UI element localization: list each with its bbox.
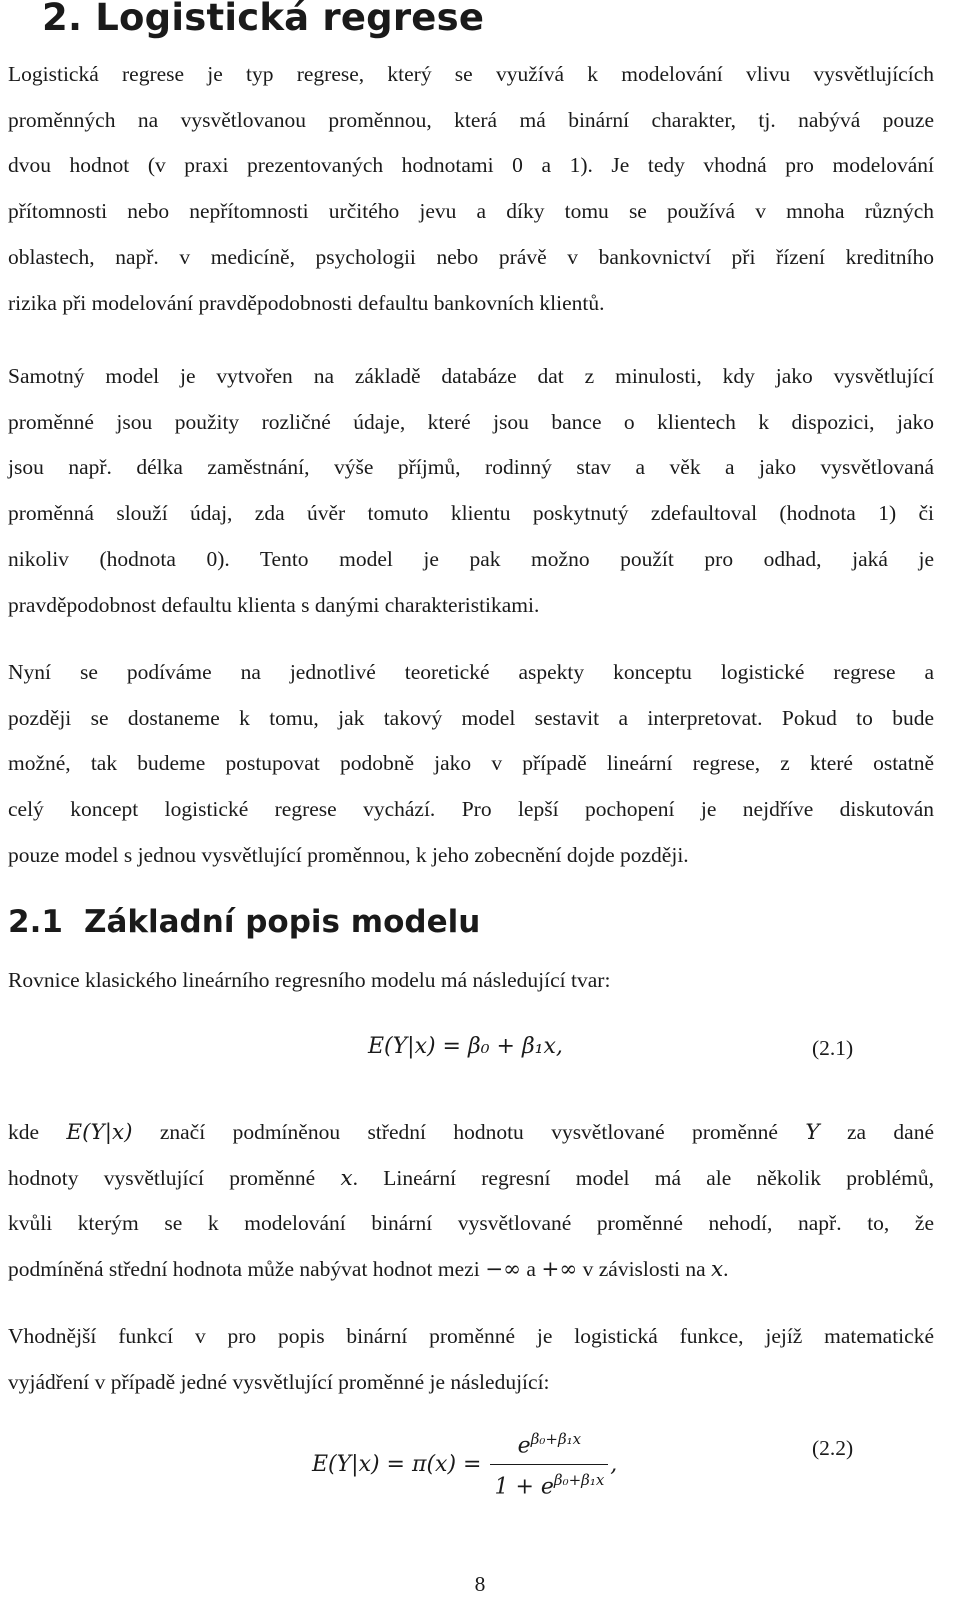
math-expression: x — [340, 1165, 353, 1191]
equation-fraction — [490, 1430, 608, 1500]
text-line: možné, tak budeme postupovat podobně jako v případě lineární regrese, z které ostatně — [8, 751, 934, 776]
equation-lhs: E(Y|x) = π(x) = — [312, 1451, 482, 1477]
chapter-heading: 2. Logistická regrese — [42, 0, 485, 39]
text-line: jsou např. délka zaměstnání, výše příjmů, rodinný stav a věk a jako vysvětlovaná — [8, 455, 934, 480]
text-line: hodnoty vysvětlující proměnné x. Lineární regresní model má ale několik problémů, — [8, 1165, 935, 1191]
text-line: Vhodnější funkcí v pro popis binární proměnné je logistická funkce, jejíž matematické — [8, 1324, 934, 1348]
text-line: kde E(Y|x) značí podmíněnou střední hodnotu vysvětlované proměnné Y za dané — [8, 1120, 934, 1145]
text-line: Rovnice klasického lineárního regresního modelu má následující tvar: — [8, 968, 611, 992]
text-line: celý koncept logistické regrese vychází. Pro lepší pochopení je nejdříve diskutován — [8, 797, 934, 822]
math-expression: −∞ — [485, 1257, 522, 1283]
equation-number: (2.2) — [812, 1436, 854, 1460]
text-line: Nyní se podíváme na jednotlivé teoretické aspekty konceptu logistické regrese a — [8, 660, 934, 684]
text-line: rizika při modelování pravděpodobnosti defaultu bankovních klientů. — [8, 290, 605, 315]
paragraph-linear-problems — [8, 1110, 934, 1293]
text-line: kvůli kterým se k modelování binární vysvětlované proměnné nehodí, např. to, že — [8, 1211, 934, 1236]
equation-2-2: E(Y|x) = π(x) = $\frac{e^{\beta_0+\beta_1x}}{1 + e^{\beta_0+\beta_1x}}$ , — [312, 1430, 618, 1500]
section-heading — [8, 904, 480, 940]
text-line: později se dostaneme k tomu, jak takový model sestavit a interpretovat. Pokud to bude — [8, 705, 934, 730]
paragraph-intro — [8, 52, 934, 326]
text-line: dvou hodnot (v praxi prezentovaných hodnotami 0 a 1). Je tedy vhodná pro modelování — [8, 153, 934, 178]
fraction-numerator: $e^{\beta_0+\beta_1x}$ — [517, 1430, 582, 1459]
section-number: 2.1 — [8, 904, 63, 940]
text-line: přítomnosti nebo nepřítomnosti určitého jevu a díky tomu se používá v mnoha různých — [8, 199, 934, 224]
text-line: pravděpodobnost defaultu klienta s danými charakteristikami. — [8, 592, 540, 617]
fraction-denominator: $1 + e^{\beta_0+\beta_1x}$ — [490, 1464, 608, 1499]
math-expression: x — [711, 1257, 724, 1283]
paragraph-linear-model-intro — [8, 958, 934, 1004]
math-expression: +∞ — [541, 1257, 578, 1283]
text-line: Logistická regrese je typ regrese, který se využívá k modelování vlivu vysvětlujících — [8, 62, 934, 86]
math-expression: Y — [805, 1120, 820, 1145]
equation-number: (2.1) — [812, 1036, 854, 1060]
section-title: Základní popis modelu — [84, 904, 481, 940]
text-line: podmíněná střední hodnota může nabývat hodnot mezi −∞ a +∞ v závislosti na x. — [8, 1257, 729, 1283]
text-line: Samotný model je vytvořen na základě databáze dat z minulosti, kdy jako vysvětlující — [8, 364, 934, 388]
text-line: proměnné jsou použity rozličné údaje, které jsou bance o klientech k dispozici, jako — [8, 409, 934, 434]
paragraph-logistic-intro — [8, 1314, 934, 1405]
math-expression: E(Y|x) — [66, 1120, 133, 1145]
equation-2-1: E(Y|x) = β₀ + β₁x, — [368, 1034, 563, 1059]
page-number: 8 — [474, 1572, 486, 1596]
text-line: oblastech, např. v medicíně, psychologii nebo právě v bankovnictví při řízení kreditního — [8, 244, 934, 269]
text-line: proměnná slouží údaj, zda úvěr tomuto klientu poskytnutý zdefaultoval (hodnota 1) či — [8, 501, 934, 526]
text-line: pouze model s jednou vysvětlující proměnnou, k jeho zobecnění dojde později. — [8, 842, 689, 867]
text-line: proměnných na vysvětlovanou proměnnou, která má binární charakter, tj. nabývá pouze — [8, 107, 934, 132]
paragraph-model-data — [8, 354, 934, 628]
text-line: nikoliv (hodnota 0). Tento model je pak možno použít pro odhad, jaká je — [8, 546, 934, 571]
text-line: vyjádření v případě jedné vysvětlující proměnné je následující: — [8, 1369, 550, 1394]
paragraph-outline — [8, 650, 934, 879]
